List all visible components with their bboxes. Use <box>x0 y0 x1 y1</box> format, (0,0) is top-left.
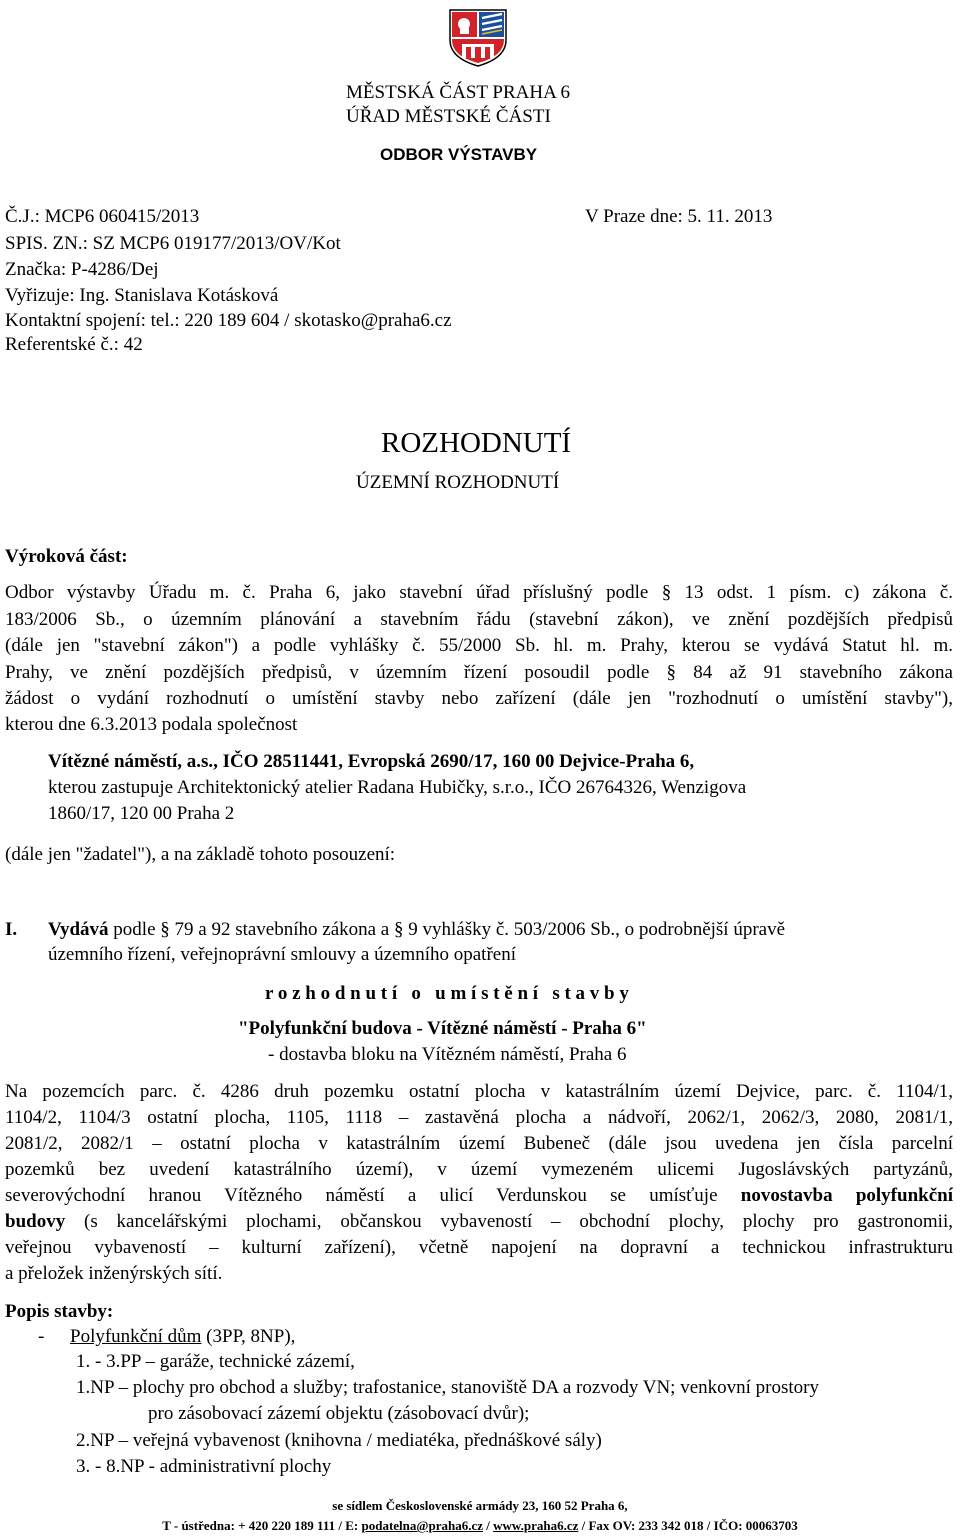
paragraph-line: (dále jen "stavební zákon") a podle vyhlášky č. 55/2000 Sb. hl. m. Prahy, kterou se vydává Statut hl. m. <box>5 635 953 656</box>
parcel-text: severovýchodní hranou Vítězného náměstí a ulicí Verdunskou se umísťuje <box>5 1185 741 1206</box>
parcel-line: 2081/2, 2082/1 – ostatní plocha v katastrálním území Bubeneč (dále jsou uvedena jen čísla parcelní <box>5 1133 953 1154</box>
parcel-line: a přeložek inženýrských sítí. <box>5 1263 223 1284</box>
list-item: 3. - 8.NP - administrativní plochy <box>76 1456 332 1477</box>
paragraph-line: žádost o vydání rozhodnutí o umístění stavby nebo zařízení (dále jen "rozhodnutí o umístění stavby"), <box>5 688 953 709</box>
list-item: 1. - 3.PP – garáže, technické zázemí, <box>76 1351 355 1372</box>
footer-address: se sídlem Československé armády 23, 160 52 Praha 6, <box>332 1498 628 1513</box>
document-subtitle: ÚZEMNÍ ROZHODNUTÍ <box>356 472 560 493</box>
parcel-text: (s kancelářskými plochami, občanskou vybaveností – obchodní plochy, plochy pro gastronomii, <box>65 1211 953 1232</box>
parcel-line: pozemků bez uvedení katastrálního území), v území vymezeném ulicemi Jugoslávských partyzánů, <box>5 1159 953 1180</box>
handler: Vyřizuje: Ing. Stanislava Kotásková <box>5 285 279 306</box>
applicant-address: 1860/17, 120 00 Praha 2 <box>48 803 235 824</box>
org-office: ÚŘAD MĚSTSKÉ ČÁSTI <box>346 106 551 127</box>
section-heading: Výroková část: <box>5 546 128 567</box>
project-name: "Polyfunkční budova - Vítězné náměstí - Praha 6" <box>238 1018 647 1039</box>
footer-separator: / <box>483 1518 494 1533</box>
list-dash: - <box>38 1326 45 1347</box>
contact: Kontaktní spojení: tel.: 220 189 604 / skotasko@praha6.cz <box>5 310 452 331</box>
building-floors: (3PP, 8NP), <box>201 1326 296 1347</box>
footer-fax: / Fax OV: 233 342 018 / IČO: 00063703 <box>578 1518 798 1533</box>
paragraph-line: 183/2006 Sb., o územním plánování a stavebním řádu (stavební zákon), ve znění pozdějších předpisů <box>5 609 953 630</box>
parcel-line: 1104/2, 1104/3 ostatní plocha, 1105, 1118 – zastavěná plocha a nádvoří, 2062/1, 2062/3, 2080, 2081/1, <box>5 1107 953 1128</box>
footer-email-link[interactable]: podatelna@praha6.cz <box>361 1518 484 1533</box>
description-main-item <box>70 1325 295 1348</box>
verb: Vydává <box>48 919 109 940</box>
mark: Značka: P-4286/Dej <box>5 259 159 280</box>
reference-number: Č.J.: MCP6 060415/2013 <box>5 206 200 227</box>
paragraph-line: Prahy, ve znění pozdějších předpisů, v územním řízení posoudil podle § 84 až 91 stavebního zákona <box>5 662 953 683</box>
parcel-line: veřejnou vybaveností – kulturní zařízení), včetně napojení na dopravní a technickou infrastrukturu <box>5 1237 953 1258</box>
footer-contacts <box>0 1518 960 1534</box>
coat-of-arms-logo <box>448 6 508 68</box>
parcel-line <box>5 1210 953 1233</box>
document-title: ROZHODNUTÍ <box>381 427 572 459</box>
document-date: V Praze dne: 5. 11. 2013 <box>585 206 773 227</box>
paragraph-line: kterou dne 6.3.2013 podala společnost <box>5 714 298 735</box>
list-item: pro zásobovací zázemí objektu (zásobovací dvůr); <box>148 1403 530 1424</box>
section-i-line <box>48 918 785 941</box>
description-heading: Popis stavby: <box>5 1301 114 1322</box>
applicant-note: (dále jen "žadatel"), a na základě tohoto posouzení: <box>5 844 396 865</box>
building-type-cont: budovy <box>5 1211 66 1232</box>
section-numeral: I. <box>5 919 18 940</box>
org-name: MĚSTSKÁ ČÁST PRAHA 6 <box>346 82 571 103</box>
building-name: Polyfunkční dům <box>70 1326 202 1347</box>
applicant-representative: kterou zastupuje Architektonický atelier Radana Hubičky, s.r.o., IČO 26764326, Wenzigova <box>48 777 747 798</box>
applicant-name: Vítězné náměstí, a.s., IČO 28511441, Evropská 2690/17, 160 00 Dejvice-Praha 6, <box>48 751 695 772</box>
list-item: 1.NP – plochy pro obchod a služby; trafostanice, stanoviště DA a rozvody VN; venkovní prostory <box>76 1377 819 1398</box>
footer-phone: T - ústředna: + 420 220 189 111 / E: <box>162 1518 362 1533</box>
building-type: novostavba polyfunkční <box>740 1185 953 1206</box>
file-reference: SPIS. ZN.: SZ MCP6 019177/2013/OV/Kot <box>5 233 341 254</box>
legal-basis: podle § 79 a 92 stavebního zákona a § 9 vyhlášky č. 503/2006 Sb., o podrobnější úpravě <box>108 919 786 940</box>
project-subtitle: - dostavba bloku na Vítězném náměstí, Praha 6 <box>268 1044 627 1065</box>
paragraph-line: Odbor výstavby Úřadu m. č. Praha 6, jako stavební úřad příslušný podle § 13 odst. 1 písm. c) zákona č. <box>5 582 953 603</box>
department: ODBOR VÝSTAVBY <box>380 145 538 164</box>
section-i-line2: územního řízení, veřejnoprávní smlouvy a územního opatření <box>48 944 516 965</box>
list-item: 2.NP – veřejná vybavenost (knihovna / mediatéka, přednáškové sály) <box>76 1430 602 1451</box>
referent-number: Referentské č.: 42 <box>5 334 143 355</box>
decision-title: r o z h o d n u t í o u m í s t ě n í s t a v b y <box>265 983 629 1004</box>
parcel-line: Na pozemcích parc. č. 4286 druh pozemku ostatní plocha v katastrálním území Dejvice, parc. č. 1104/1, <box>5 1081 953 1102</box>
footer-web-link[interactable]: www.praha6.cz <box>493 1518 579 1533</box>
parcel-line <box>5 1184 953 1207</box>
